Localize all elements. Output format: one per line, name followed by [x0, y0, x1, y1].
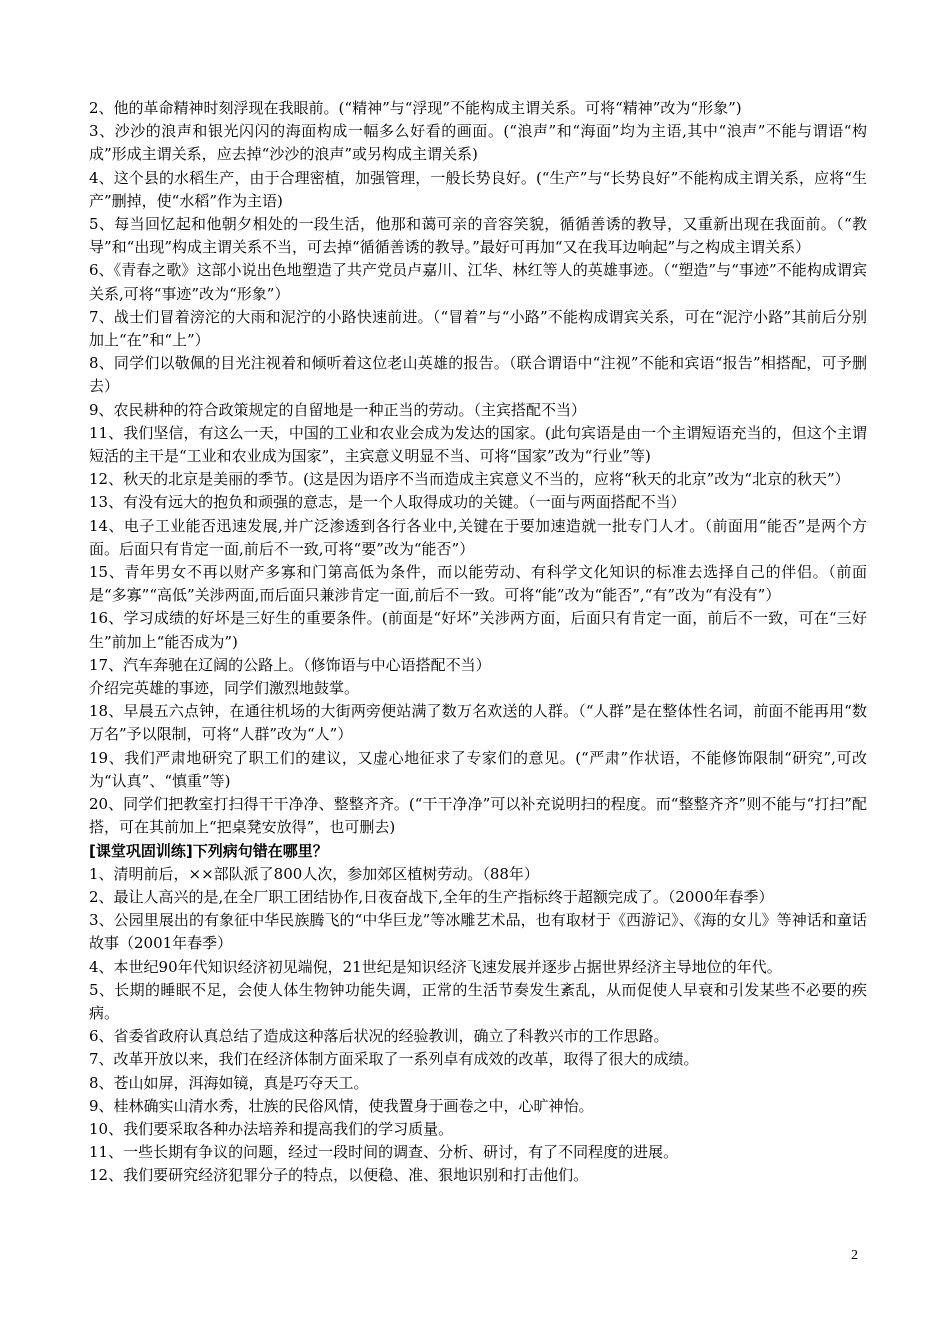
- text-line: 15、青年男女不再以财产多寡和门第高低为条件，而以能劳动、有科学文化知识的标准去选择自己的伴侣。（前面是“多寡”“高低”关涉两面,而后面只兼涉肯定一面,前后不一致。可将“能”改为“能否”,“有”改为“有没有”）: [89, 563, 867, 605]
- text-line: 介绍完英雄的事迹，同学们激烈地鼓掌。: [89, 679, 360, 698]
- text-line: 20、同学们把教室打扫得干干净净、整整齐齐。(“干干净净”可以补充说明扫的程度。而“整整齐齐”则不能与“打扫”配搭，可在其前加上“把桌凳安放得”，也可删去): [89, 795, 867, 837]
- page-number: 2: [851, 1248, 858, 1263]
- exercise-item: 1、清明前后，××部队派了800人次，参加郊区植树劳动。（88年）: [89, 864, 539, 883]
- text-line: 18、早晨五六点钟，在通往机场的大街两旁便站满了数万名欢送的人群。（“人群”是在整体性名词，前面不能再用“数万名”予以限制，可将“人群”改为“人”）: [89, 702, 867, 744]
- exercise-item: 2、最让人高兴的是,在全厂职工团结协作,日夜奋战下,全年的生产指标终于超额完成了。（2000年春季）: [89, 887, 774, 906]
- text-line: 8、同学们以敬佩的目光注视着和倾听着这位老山英雄的报告。（联合谓语中“注视”不能和宾语“报告”相搭配，可予删去）: [89, 354, 867, 396]
- text-line: 14、电子工业能否迅速发展,并广泛渗透到各行各业中,关键在于要加速造就一批专门人才。（前面用“能否”是两个方面。后面只有肯定一面,前后不一致,可将“要”改为“能否”）: [89, 516, 867, 558]
- exercise-item: 10、我们要采取各种办法培养和提高我们的学习质量。: [89, 1119, 454, 1138]
- document-body: [89, 97, 867, 1188]
- section-heading: [课堂巩固训练]下列病句错在哪里？: [89, 841, 328, 860]
- text-line: 3、沙沙的浪声和银光闪闪的海面构成一幅多么好看的画面。(“浪声”和“海面”均为主语,其中“浪声”不能与谓语“构成”形成主谓关系，应去掉“沙沙的浪声”或另构成主谓关系): [89, 122, 867, 164]
- exercise-item: 6、省委省政府认真总结了造成这种落后状况的经验教训，确立了科教兴市的工作思路。: [89, 1027, 669, 1046]
- exercise-item: 9、桂林确实山清水秀，壮族的民俗风情，使我置身于画卷之中，心旷神怡。: [89, 1096, 594, 1115]
- text-line: 12、秋天的北京是美丽的季节。(这是因为语序不当而造成主宾意义不当的，应将“秋天的北京”改为“北京的秋天”）: [89, 470, 850, 489]
- exercise-item: 4、本世纪90年代知识经济初见端倪，21世纪是知识经济飞速发展并逐步占据世界经济主导地位的年代。: [89, 957, 782, 976]
- text-line: 17、汽车奔驰在辽阔的公路上。（修饰语与中心语搭配不当）: [89, 655, 491, 674]
- exercise-item: 12、我们要研究经济犯罪分子的特点，以便稳、准、狠地识别和打击他们。: [89, 1166, 589, 1185]
- text-line: 4、这个县的水稻生产，由于合理密植，加强管理，一般长势良好。(“生产”与“长势良好”不能构成主谓关系，应将“生产”删掉，使“水稻”作为主语): [89, 168, 867, 210]
- text-line: 7、战士们冒着滂沱的大雨和泥泞的小路快速前进。（“冒着”与“小路”不能构成谓宾关系，可在“泥泞小路”其前后分别加上“在”和“上”）: [89, 307, 867, 350]
- exercise-item: 5、长期的睡眠不足，会使人体生物钟功能失调，正常的生活节奏发生紊乱，从而促使人早衰和引发某些不必要的疾病。: [89, 980, 867, 1022]
- text-line: 16、学习成绩的好坏是三好生的重要条件。(前面是“好坏”关涉两方面，后面只有肯定一面，前后不一致，可在“三好生”前加上“能否成为”): [89, 609, 867, 651]
- text-line: 5、每当回忆起和他朝夕相处的一段生活，他那和蔼可亲的音容笑貌，循循善诱的教导，又重新出现在我面前。（“教导”和“出现”构成主谓关系不当，可去掉“循循善诱的教导。”最好可再加“又在我耳边响起”与之构成主谓关系）: [89, 215, 867, 257]
- text-line: 13、有没有远大的抱负和顽强的意志，是一个人取得成功的关键。（一面与两面搭配不当）: [89, 493, 686, 512]
- text-line: 6、《青春之歌》这部小说出色地塑造了共产党员卢嘉川、江华、林红等人的英雄事迹。（“塑造”与“事迹”不能构成谓宾关系,可将“事迹”改为“形象”）: [89, 261, 867, 303]
- text-line: 2、他的革命精神时刻浮现在我眼前。(“精神”与“浮现”不能构成主谓关系。可将“精神”改为“形象”): [89, 99, 742, 117]
- text-line: 9、农民耕种的符合政策规定的自留地是一种正当的劳动。（主宾搭配不当）: [89, 400, 587, 419]
- exercise-item: 8、苍山如屏，洱海如镜，真是巧夺天工。: [89, 1073, 369, 1092]
- text-line: 11、我们坚信，有这么一天，中国的工业和农业会成为发达的国家。(此句宾语是由一个主谓短语充当的，但这个主谓短活的主干是“工业和农业成为国家”，主宾意义明显不当、可将“国家”改为“行业”等): [89, 423, 867, 466]
- exercise-item: 11、一些长期有争议的问题，经过一段时间的调查、分析、研讨，有了不同程度的进展。: [89, 1143, 679, 1162]
- exercise-item: 7、改革开放以来，我们在经济体制方面采取了一系列卓有成效的改革，取得了很大的成绩。: [89, 1050, 699, 1069]
- exercise-item: 3、公园里展出的有象征中华民族腾飞的“中华巨龙”等冰雕艺术品，也有取材于《西游记》、《海的女儿》等神话和童话故事（2001年春季）: [89, 911, 867, 953]
- text-line: 19、我们严肃地研究了职工们的建议，又虚心地征求了专家们的意见。(“严肃”作状语，不能修饰限制“研究”,可改为“认真”、“慎重”等): [89, 748, 867, 790]
